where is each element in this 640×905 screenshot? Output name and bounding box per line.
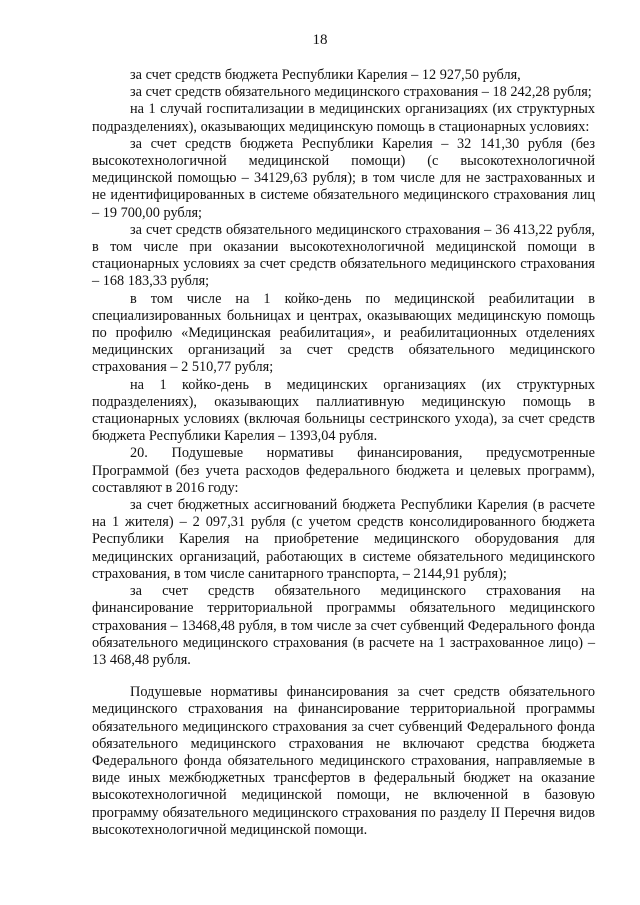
paragraph-section-20: 20. Подушевые нормативы финансирования, предусмотренные Программой (без учета расходов федерального бюджета и целевых программ), составляют в 2016 году: xyxy=(92,445,595,496)
paragraph-per-capita-oms: за счет средств обязательного медицинского страхования на финансирование территориальной программы обязательного медицинского страхования – 13468,48 рубля, в том числе за счет субвенций Федерального фонда обязательного медицинского страхования (в расчете на 1 застрахованное лицо) – 13 468,48 рубля. xyxy=(92,583,595,668)
paragraph-outpatient-budget: за счет средств бюджета Республики Карелия – 12 927,50 рубля, xyxy=(130,67,521,83)
paragraph-rehabilitation-bed-day: в том числе на 1 койко-день по медицинской реабилитации в специализированных больницах и центрах, оказывающих медицинскую помощь по профилю «Медицинская реабилитация», и реабилитационных отделениях медицинских организаций за счет средств обязательного медицинского страхования – 2 510,77 рубля; xyxy=(92,290,595,376)
paragraph-hospitalization-heading: на 1 случай госпитализации в медицинских организациях (их структурных подразделениях), оказывающих медицинскую помощь в стационарных условиях: xyxy=(92,101,595,135)
page-number: 18 xyxy=(312,32,328,48)
paragraph-hospitalization-oms: за счет средств обязательного медицинского страхования – 36 413,22 рубля, в том числе при оказании высокотехнологичной медицинской помощи в стационарных условиях за счет средств обязательного медицинского страхования – 168 183,33 рубля; xyxy=(92,221,595,290)
paragraph-hospitalization-budget: за счет средств бюджета Республики Карелия – 32 141,30 рубля (без высокотехнологичной медицинской помощи) (с высокотехнологичной медицинской помощью – 34129,63 рубля); в том числе для не застрахованных и не идентифицированных в системе обязательного медицинского страхования лиц – 19 700,00 рубля; xyxy=(92,135,595,221)
paragraph-palliative-bed-day: на 1 койко-день в медицинских организациях (их структурных подразделениях), оказывающих паллиативную медицинскую помощь в стационарных условиях (включая больницы сестринского ухода), за счет средств бюджета Республики Карелия – 1393,04 рубля. xyxy=(92,376,595,445)
document-body xyxy=(92,67,595,839)
paragraph-outpatient-oms: за счет средств обязательного медицинского страхования – 18 242,28 рубля; xyxy=(130,84,592,101)
paragraph-per-capita-budget: за счет бюджетных ассигнований бюджета Республики Карелия (в расчете на 1 жителя) – 2 097,31 рубля (с учетом средств консолидированного бюджета Республики Карелия на приобретение медицинского оборудования для медицинских организаций, работающих в системе обязательного медицинского страхования, в том числе санитарного транспорта, – 2144,91 рубля); xyxy=(92,497,595,582)
paragraph-per-capita-exclusions: Подушевые нормативы финансирования за счет средств обязательного медицинского страхования на финансирование территориальной программы обязательного медицинского страхования за счет субвенций Федерального фонда обязательного медицинского страхования не включают средства бюджета Федерального фонда обязательного медицинского страхования, направляемые в виде иных межбюджетных трансфертов в федеральный бюджет на оказание высокотехнологичной медицинской помощи, не включенной в базовую программу обязательного медицинского страхования по разделу II Перечня видов высокотехнологичной медицинской помощи. xyxy=(92,684,595,838)
